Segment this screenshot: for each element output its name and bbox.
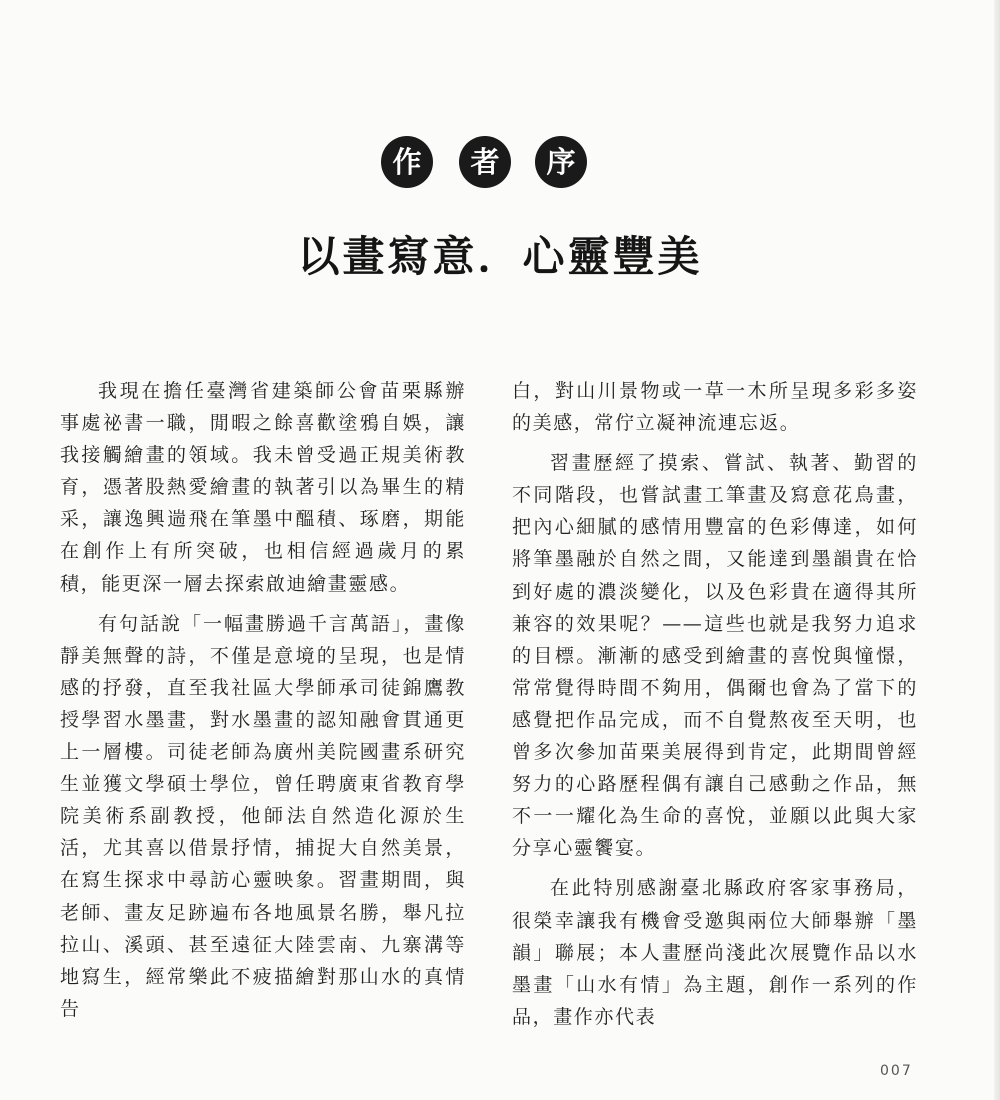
paragraph-continued: 白，對山川景物或一草一木所呈現多彩多姿的美感，常佇立凝神流連忘返。 <box>512 380 918 435</box>
badge-xu: 序 <box>535 136 587 188</box>
paragraph: 習畫歷經了摸索、嘗試、執著、勤習的不同階段，也嘗試畫工筆畫及寫意花鳥畫，把內心細膩的感情用豐富的色彩傳達，如何將筆墨融於自然之間，又能達到墨韻貴在恰到好處的濃淡變化，以及色彩貴在適得其所兼容的效果呢？——這些也就是我努力追求的目標。漸漸的感受到繪畫的喜悅與憧憬，常常覺得時間不夠用，偶爾也會為了當下的感覺把作品完成，而不自覺熬夜至天明，也曾多次參加苗栗美展得到肯定，此期間曾經努力的心路歷程偶有讓自己感動之作品，無不一一耀化為生命的喜悅，並願以此與大家分享心靈饗宴。 <box>512 452 918 860</box>
paragraph: 有句話說「一幅畫勝過千言萬語」，畫像靜美無聲的詩，不僅是意境的呈現，也是情感的抒發，直至我社區大學師承司徒錦鷹教授學習水墨畫，對水墨畫的認知融會貫通更上一層樓。司徒老師為廣州美院國畫系研究生並獲文學碩士學位，曾任聘廣東省教育學院美術系副教授，他師法自然造化源於生活，尤其喜以借景抒情，捕捉大自然美景，在寫生探求中尋訪心靈映象。習畫期間，與老師、畫友足跡遍布各地風景名勝，舉凡拉拉山、溪頭、甚至遠征大陸雲南、九寨溝等地寫生，經常樂此不疲描繪對那山水的真情告 <box>60 612 466 1020</box>
paragraph: 我現在擔任臺灣省建築師公會苗栗縣辦事處祕書一職，閒暇之餘喜歡塗鴉自娛，讓我接觸繪畫的領域。我未曾受過正規美術教育，憑著股熱愛繪畫的執著引以為畢生的精采，讓逸興遄飛在筆墨中醞積、琢磨，期能在創作上有所突破，也相信經過歲月的累積，能更深一層去探索啟迪繪畫靈感。 <box>60 380 466 595</box>
badge-zhe: 者 <box>459 136 511 188</box>
section-badges <box>0 136 1000 190</box>
page-title: 以畫寫意．心靈豐美 <box>297 232 703 282</box>
text-column-right <box>512 375 918 1041</box>
paragraph: 在此特別感謝臺北縣政府客家事務局，很榮幸讓我有機會受邀與兩位大師舉辦「墨韻」聯展；本人畫歷尚淺此次展覽作品以水墨畫「山水有情」為主題，創作一系列的作品，畫作亦代表 <box>512 877 918 1028</box>
text-column-left <box>60 375 466 1033</box>
badge-zuo: 作 <box>381 136 433 188</box>
page-number: 007 <box>880 1063 913 1079</box>
